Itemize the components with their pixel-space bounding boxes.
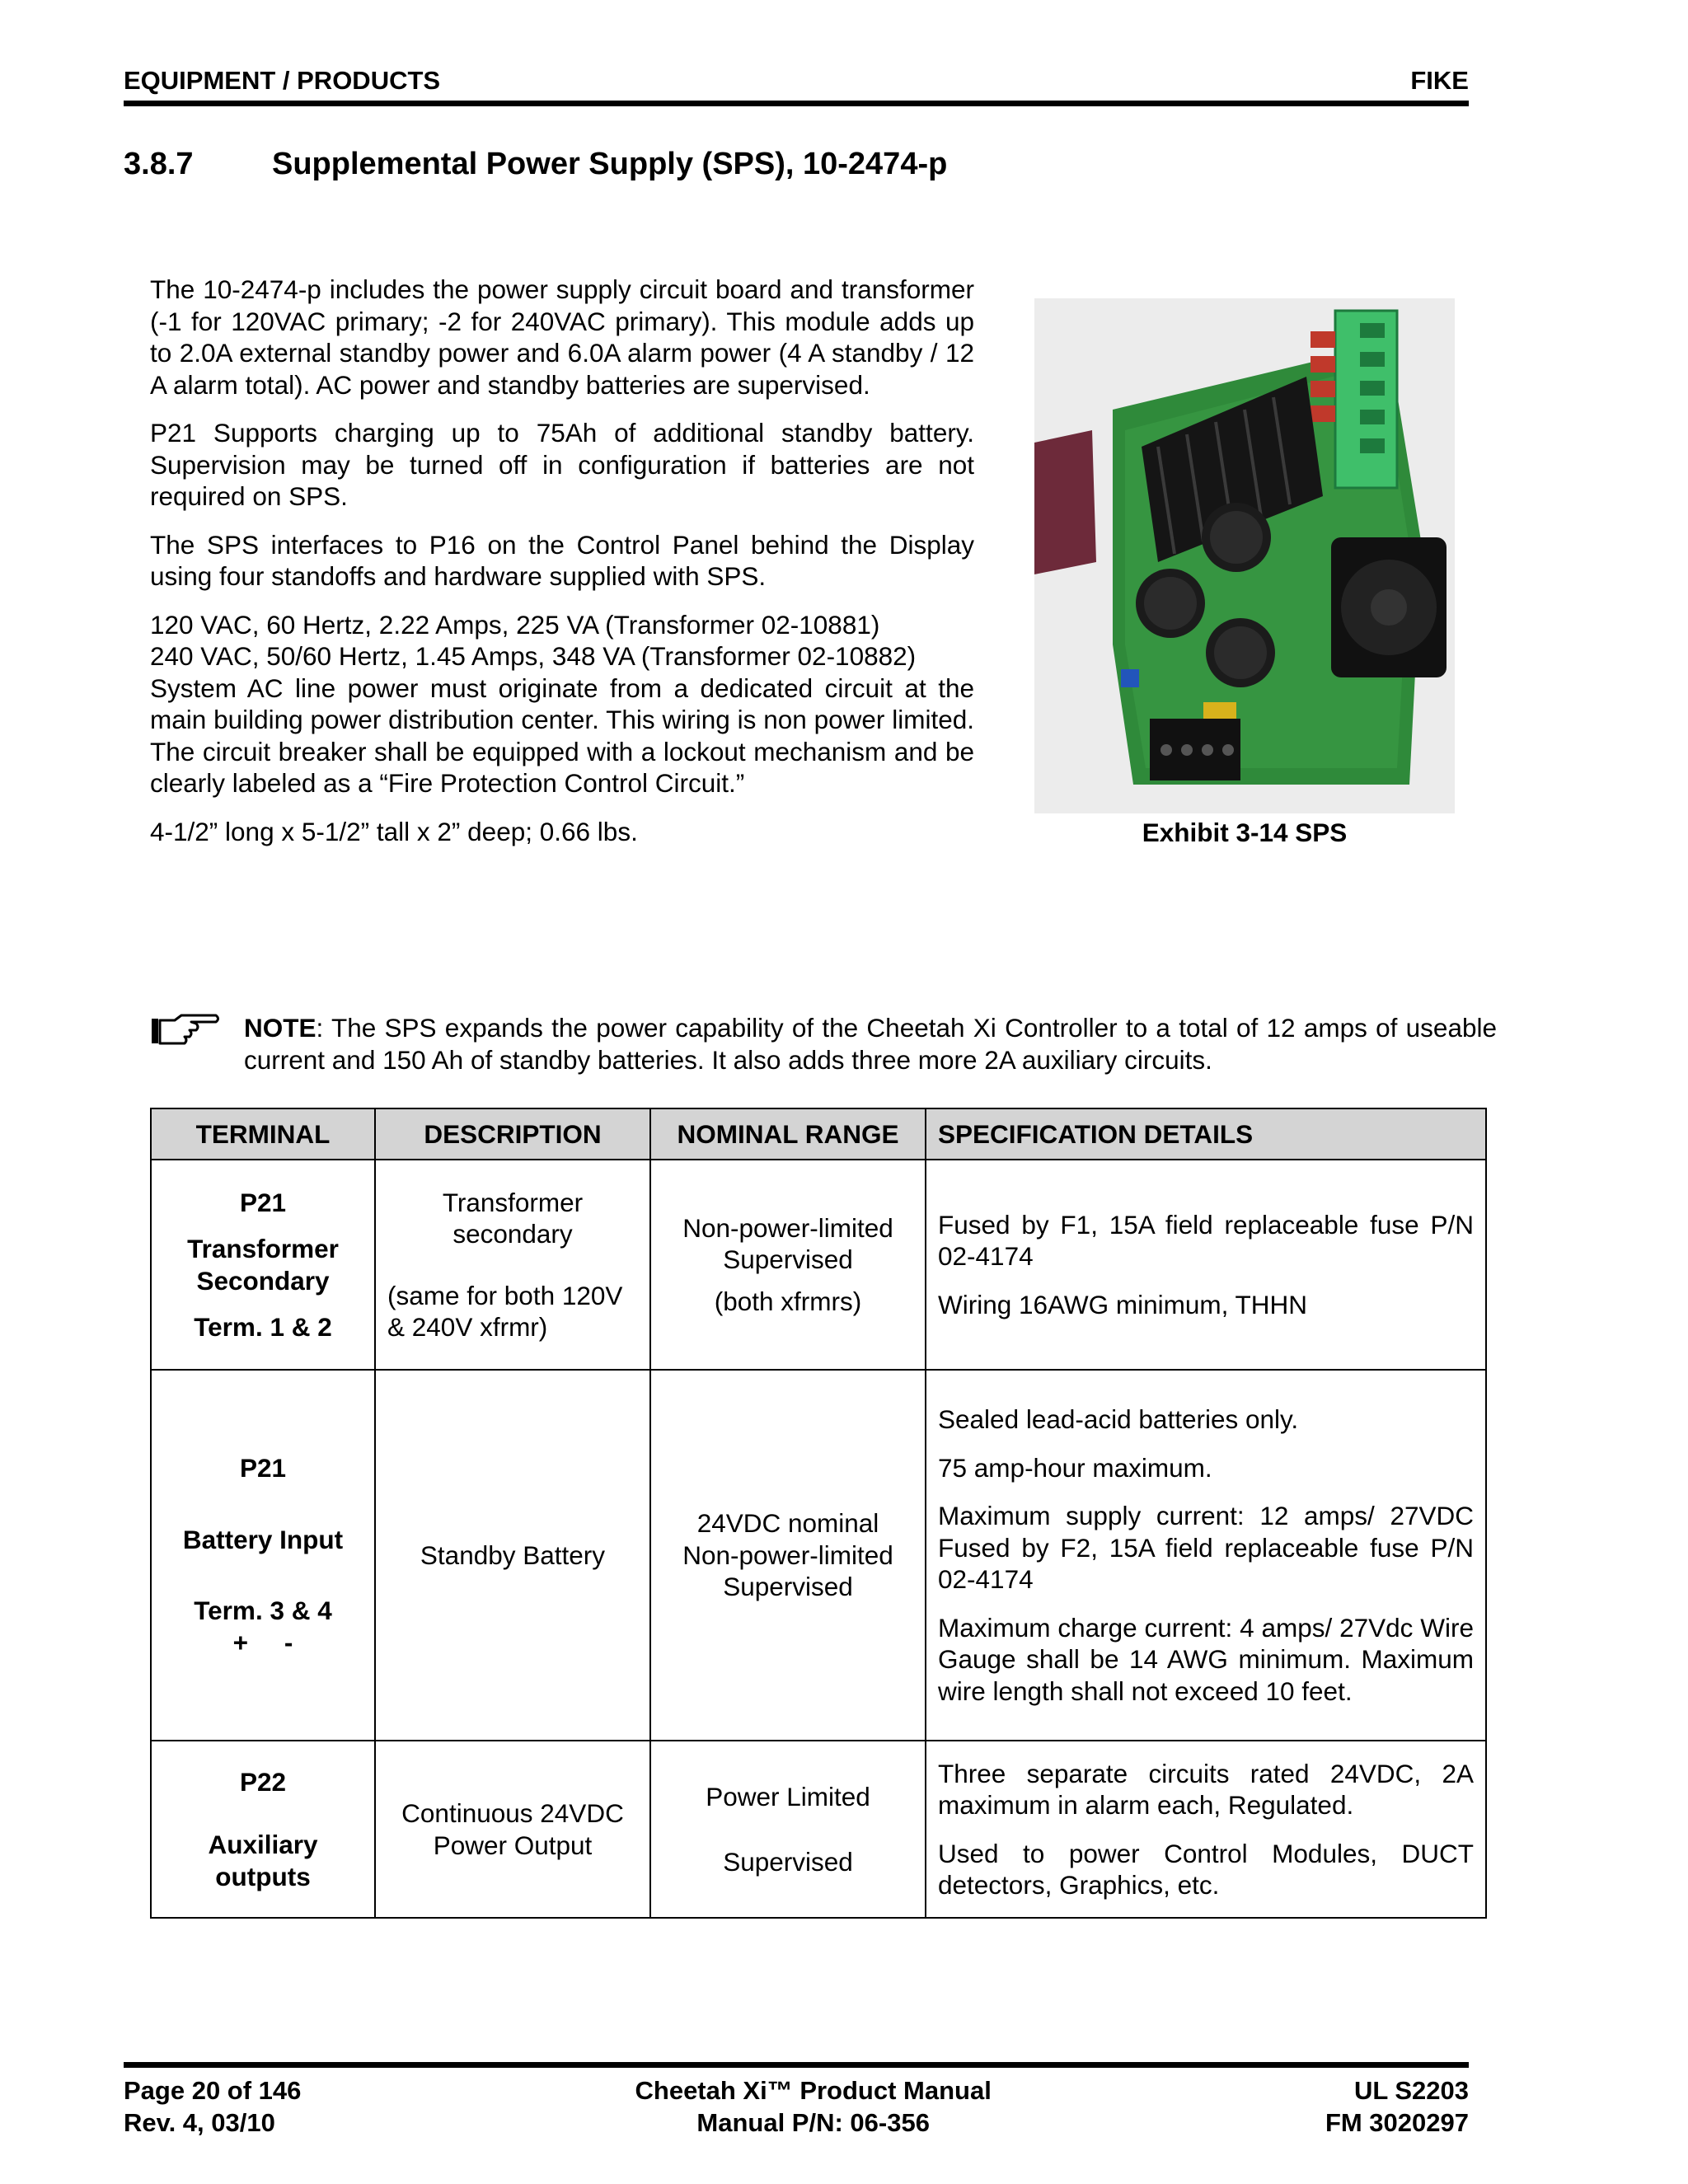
details-cell (926, 1741, 1486, 1918)
paragraph-4c: System AC line power must originate from a dedicated circuit at the main building power distribution center. This wiring is non power limited. The circuit breaker shall be equipped with a lockout mechanism and be clearly labeled as a “Fire Protection Control Circuit.” (150, 673, 974, 798)
paragraph-2: P21 Supports charging up to 75Ah of additional standby battery. Supervision may be turned off in configuration if batteries are not required on SPS. (150, 418, 974, 511)
note-label: NOTE (244, 1013, 316, 1043)
footer-right (1325, 2074, 1469, 2139)
footer-left (124, 2074, 301, 2139)
col-header-details: SPECIFICATION DETAILS (926, 1108, 1486, 1160)
range-text: Non-power-limited (682, 1540, 893, 1570)
section-title (124, 147, 947, 182)
fm-approval: FM 3020297 (1325, 2108, 1469, 2137)
sps-board-illustration (1034, 298, 1455, 813)
terminal-name: Transformer Secondary (187, 1234, 339, 1296)
table-header-row (151, 1108, 1486, 1160)
paragraph-3: The SPS interfaces to P16 on the Control Panel behind the Display using four standoffs and hardware supplied with SPS. (150, 529, 974, 591)
pointing-hand-icon (150, 1012, 221, 1052)
terminal-cell (151, 1370, 375, 1741)
details-cell (926, 1160, 1486, 1370)
terminal-id: P21 (239, 1453, 287, 1483)
details-text: Wiring 16AWG minimum, THHN (938, 1289, 1308, 1319)
note-text: : The SPS expands the power capability of the Cheetah Xi Controller to a total of 12 amps of useable current and 150 Ah of standby batteries. It also adds three more 2A auxiliary circuits. (244, 1013, 1497, 1075)
section-number: 3.8.7 (124, 147, 194, 181)
page-header (124, 56, 1469, 106)
paragraph-4b: 240 VAC, 50/60 Hertz, 1.45 Amps, 348 VA (Transformer 02-10882) (150, 641, 917, 671)
terminal-cell (151, 1160, 375, 1370)
revision: Rev. 4, 03/10 (124, 2108, 275, 2137)
exhibit-caption: Exhibit 3-14 SPS (1142, 818, 1348, 847)
sps-board-photo (1034, 298, 1455, 813)
range-cell (650, 1370, 926, 1741)
page-footer (124, 2062, 1469, 2139)
terminal-term: Term. 3 & 4 (194, 1596, 332, 1625)
range-text: Power Limited (706, 1782, 870, 1811)
details-text: 75 amp-hour maximum. (938, 1452, 1212, 1483)
terminal-spec-table (150, 1108, 1487, 1919)
col-header-description: DESCRIPTION (375, 1108, 650, 1160)
manual-part-number: Manual P/N: 06-356 (696, 2108, 930, 2137)
terminal-cell (151, 1741, 375, 1918)
description-note: (same for both 120V & 240V xfrmr) (387, 1280, 623, 1342)
col-header-range: NOMINAL RANGE (650, 1108, 926, 1160)
table-row (151, 1741, 1486, 1918)
col-header-terminal: TERMINAL (151, 1108, 375, 1160)
details-text: Maximum charge current: 4 amps/ 27Vdc Wire Gauge shall be 14 AWG minimum. Maximum wire length shall not exceed 10 feet. (938, 1612, 1474, 1706)
header-left: EQUIPMENT / PRODUCTS (124, 66, 441, 95)
description-text: Transformer secondary (442, 1187, 584, 1249)
section-heading: Supplemental Power Supply (SPS), 10-2474-p (272, 147, 948, 181)
manual-title: Cheetah Xi™ Product Manual (635, 2076, 992, 2105)
terminal-id: P21 (239, 1187, 287, 1217)
description-text: Continuous 24VDC Power Output (401, 1798, 624, 1860)
body-text (150, 274, 974, 864)
details-text: Maximum supply current: 12 amps/ 27VDC Fused by F2, 15A field replaceable fuse P/N 02-4174 (938, 1501, 1474, 1594)
range-cell (650, 1741, 926, 1918)
page-number: Page 20 of 146 (124, 2076, 302, 2105)
description-text: Standby Battery (420, 1540, 606, 1570)
range-text: Supervised (723, 1572, 853, 1602)
terminal-polarity: + - (232, 1627, 293, 1657)
range-text: 24VDC nominal (696, 1508, 879, 1539)
footer-center (635, 2074, 992, 2139)
range-text: Supervised (723, 1846, 853, 1877)
note-block (244, 1012, 1497, 1076)
range-cell (650, 1160, 926, 1370)
terminal-term: Term. 1 & 2 (194, 1312, 332, 1342)
description-cell (375, 1370, 650, 1741)
details-text: Sealed lead-acid batteries only. (938, 1404, 1299, 1434)
paragraph-5: 4-1/2” long x 5-1/2” tall x 2” deep; 0.66 lbs. (150, 816, 638, 846)
details-cell (926, 1370, 1486, 1741)
terminal-id: P22 (239, 1766, 287, 1797)
table-row (151, 1160, 1486, 1370)
details-text: Used to power Control Modules, DUCT detectors, Graphics, etc. (938, 1838, 1474, 1900)
paragraph-4a: 120 VAC, 60 Hertz, 2.22 Amps, 225 VA (Transformer 02-10881) (150, 609, 880, 640)
range-note: (both xfrmrs) (714, 1286, 862, 1316)
ul-listing: UL S2203 (1353, 2076, 1469, 2105)
range-text: Non-power-limited Supervised (682, 1212, 893, 1275)
terminal-name: Battery Input (182, 1524, 344, 1554)
paragraph-1: The 10-2474-p includes the power supply circuit board and transformer (-1 for 120VAC primary; -2 for 240VAC primary). This module adds up to 2.0A external standby power and 6.0A alarm power (4 A standby / 12 A alarm total). AC power and standby batteries are supervised. (150, 274, 974, 400)
details-text: Fused by F1, 15A field replaceable fuse P/N 02-4174 (938, 1209, 1474, 1272)
description-cell (375, 1741, 650, 1918)
header-right: FIKE (1410, 66, 1469, 95)
description-cell (375, 1160, 650, 1370)
table-row (151, 1370, 1486, 1741)
details-text: Three separate circuits rated 24VDC, 2A maximum in alarm each, Regulated. (938, 1758, 1474, 1820)
terminal-name: Auxiliary outputs (208, 1830, 318, 1891)
